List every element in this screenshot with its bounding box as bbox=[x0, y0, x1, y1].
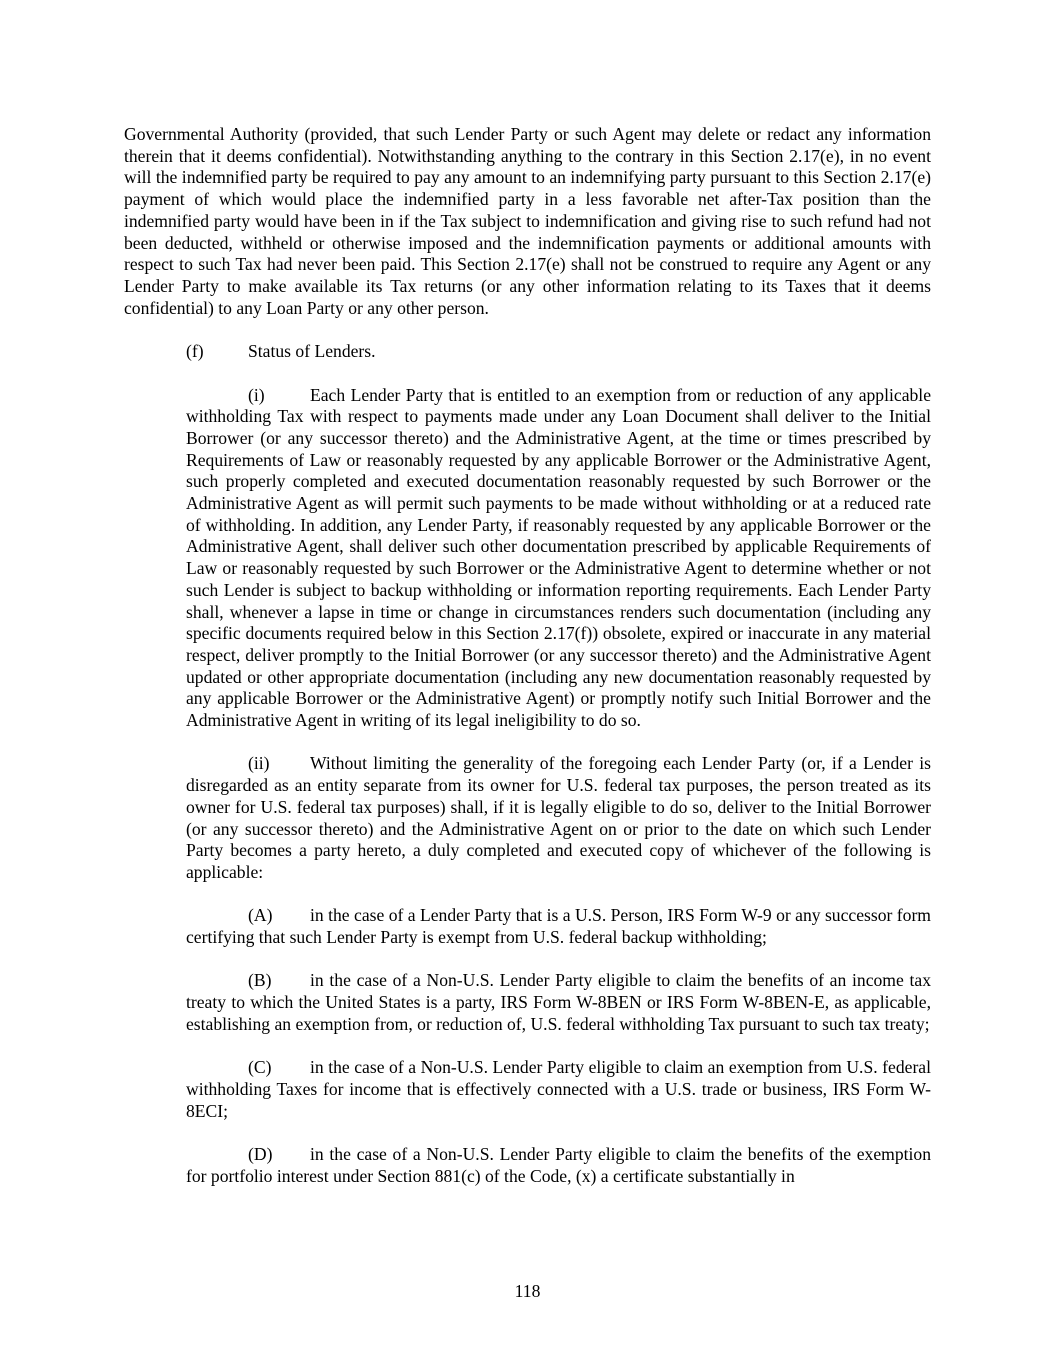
section-f-label: (f) bbox=[186, 341, 204, 362]
clause-C-paragraph bbox=[186, 1057, 931, 1122]
clause-ii-text: Without limiting the generality of the foregoing each Lender Party (or, if a Lender is disregarded as an entity separate from its owner for U.S. federal tax purposes, the person treated as its owner for U.S. federal tax purposes) shall, if it is legally eligible to do so, deliver to the Initial Borrower (or any successor thereto) and the Administrative Agent on or prior to the date on which such Lender Party becomes a party hereto, a duly completed and executed copy of whichever of the following is applicable: bbox=[186, 753, 931, 882]
clause-B-text: in the case of a Non-U.S. Lender Party eligible to claim the benefits of an income tax treaty to which the United States is a party, IRS Form W-8BEN or IRS Form W-8BEN-E, as applicable, establishing an exemption from, or reduction of, U.S. federal withholding Tax pursuant to such tax treaty; bbox=[186, 970, 931, 1034]
clause-D-label: (D) bbox=[248, 1144, 273, 1165]
clause-ii-label: (ii) bbox=[248, 753, 270, 774]
clause-B-paragraph bbox=[186, 970, 931, 1035]
page-number: 118 bbox=[514, 1281, 541, 1301]
clause-A-label: (A) bbox=[248, 905, 273, 926]
section-f-title: Status of Lenders. bbox=[248, 341, 376, 362]
section-f-heading bbox=[124, 341, 931, 363]
clause-D-text: in the case of a Non-U.S. Lender Party eligible to claim the benefits of the exemption for portfolio interest under Section 881(c) of the Code, (x) a certificate substantially in bbox=[186, 1144, 931, 1186]
clause-i-text: Each Lender Party that is entitled to an exemption from or reduction of any applicable withholding Tax with respect to payments made under any Loan Document shall deliver to the Initial Borrower (or any successor thereto) and the Administrative Agent, at the time or times prescribed by Requirements of Law or reasonably requested by any applicable Borrower or the Administrative Agent, such properly completed and executed documentation reasonably requested by such Borrower or the Administrative Agent as will permit such payments to be made without withholding or at a reduced rate of withholding. In addition, any Lender Party, if reasonably requested by any applicable Borrower or the Administrative Agent, shall deliver such other documentation prescribed by applicable Requirements of Law or reasonably requested by such Borrower or the Administrative Agent to determine whether or not such Lender is subject to backup withholding or information reporting requirements. Each Lender Party shall, whenever a lapse in time or change in circumstances renders such documentation (including any specific documents required below in this Section 2.17(f)) obsolete, expired or inaccurate in any material respect, deliver promptly to the Initial Borrower (or any successor thereto) and the Administrative Agent updated or other appropriate documentation (including any new documentation reasonably requested by any applicable Borrower or the Administrative Agent) or promptly notify such Initial Borrower and the Administrative Agent in writing of its legal ineligibility to do so. bbox=[186, 384, 931, 731]
clause-i-paragraph bbox=[186, 385, 931, 732]
clause-A-text: in the case of a Lender Party that is a U.S. Person, IRS Form W-9 or any successor form certifying that such Lender Party is exempt from U.S. federal backup withholding; bbox=[186, 905, 931, 948]
clause-D-paragraph bbox=[186, 1144, 931, 1187]
clause-i-label: (i) bbox=[248, 384, 265, 405]
intro-paragraph: Governmental Authority (provided, that such Lender Party or such Agent may delete or redact any information therein that it deems confidential). Notwithstanding anything to the contrary in this Section 2.17(e), in no event will the indemnified party be required to pay any amount to an indemnifying party pursuant to this Section 2.17(e) payment of which would place the indemnified party in a less favorable net after-Tax position than the indemnified party would have been in if the Tax subject to indemnification and giving rise to such refund had not been deducted, withheld or otherwise imposed and the indemnification payments or additional amounts with respect to such Tax had never been paid. This Section 2.17(e) shall not be construed to require any Agent or any Lender Party to make available its Tax returns (or any other information relating to its Taxes that it deems confidential) to any Loan Party or any other person. bbox=[124, 124, 931, 318]
clause-A-paragraph bbox=[186, 905, 931, 948]
clause-ii-paragraph bbox=[186, 753, 931, 883]
document-body bbox=[124, 124, 931, 1187]
clause-B-label: (B) bbox=[248, 970, 272, 991]
clause-C-text: in the case of a Non-U.S. Lender Party eligible to claim an exemption from U.S. federal withholding Taxes for income that is effectively connected with a U.S. trade or business, IRS Form W-8ECI; bbox=[186, 1057, 931, 1121]
clause-C-label: (C) bbox=[248, 1057, 272, 1078]
